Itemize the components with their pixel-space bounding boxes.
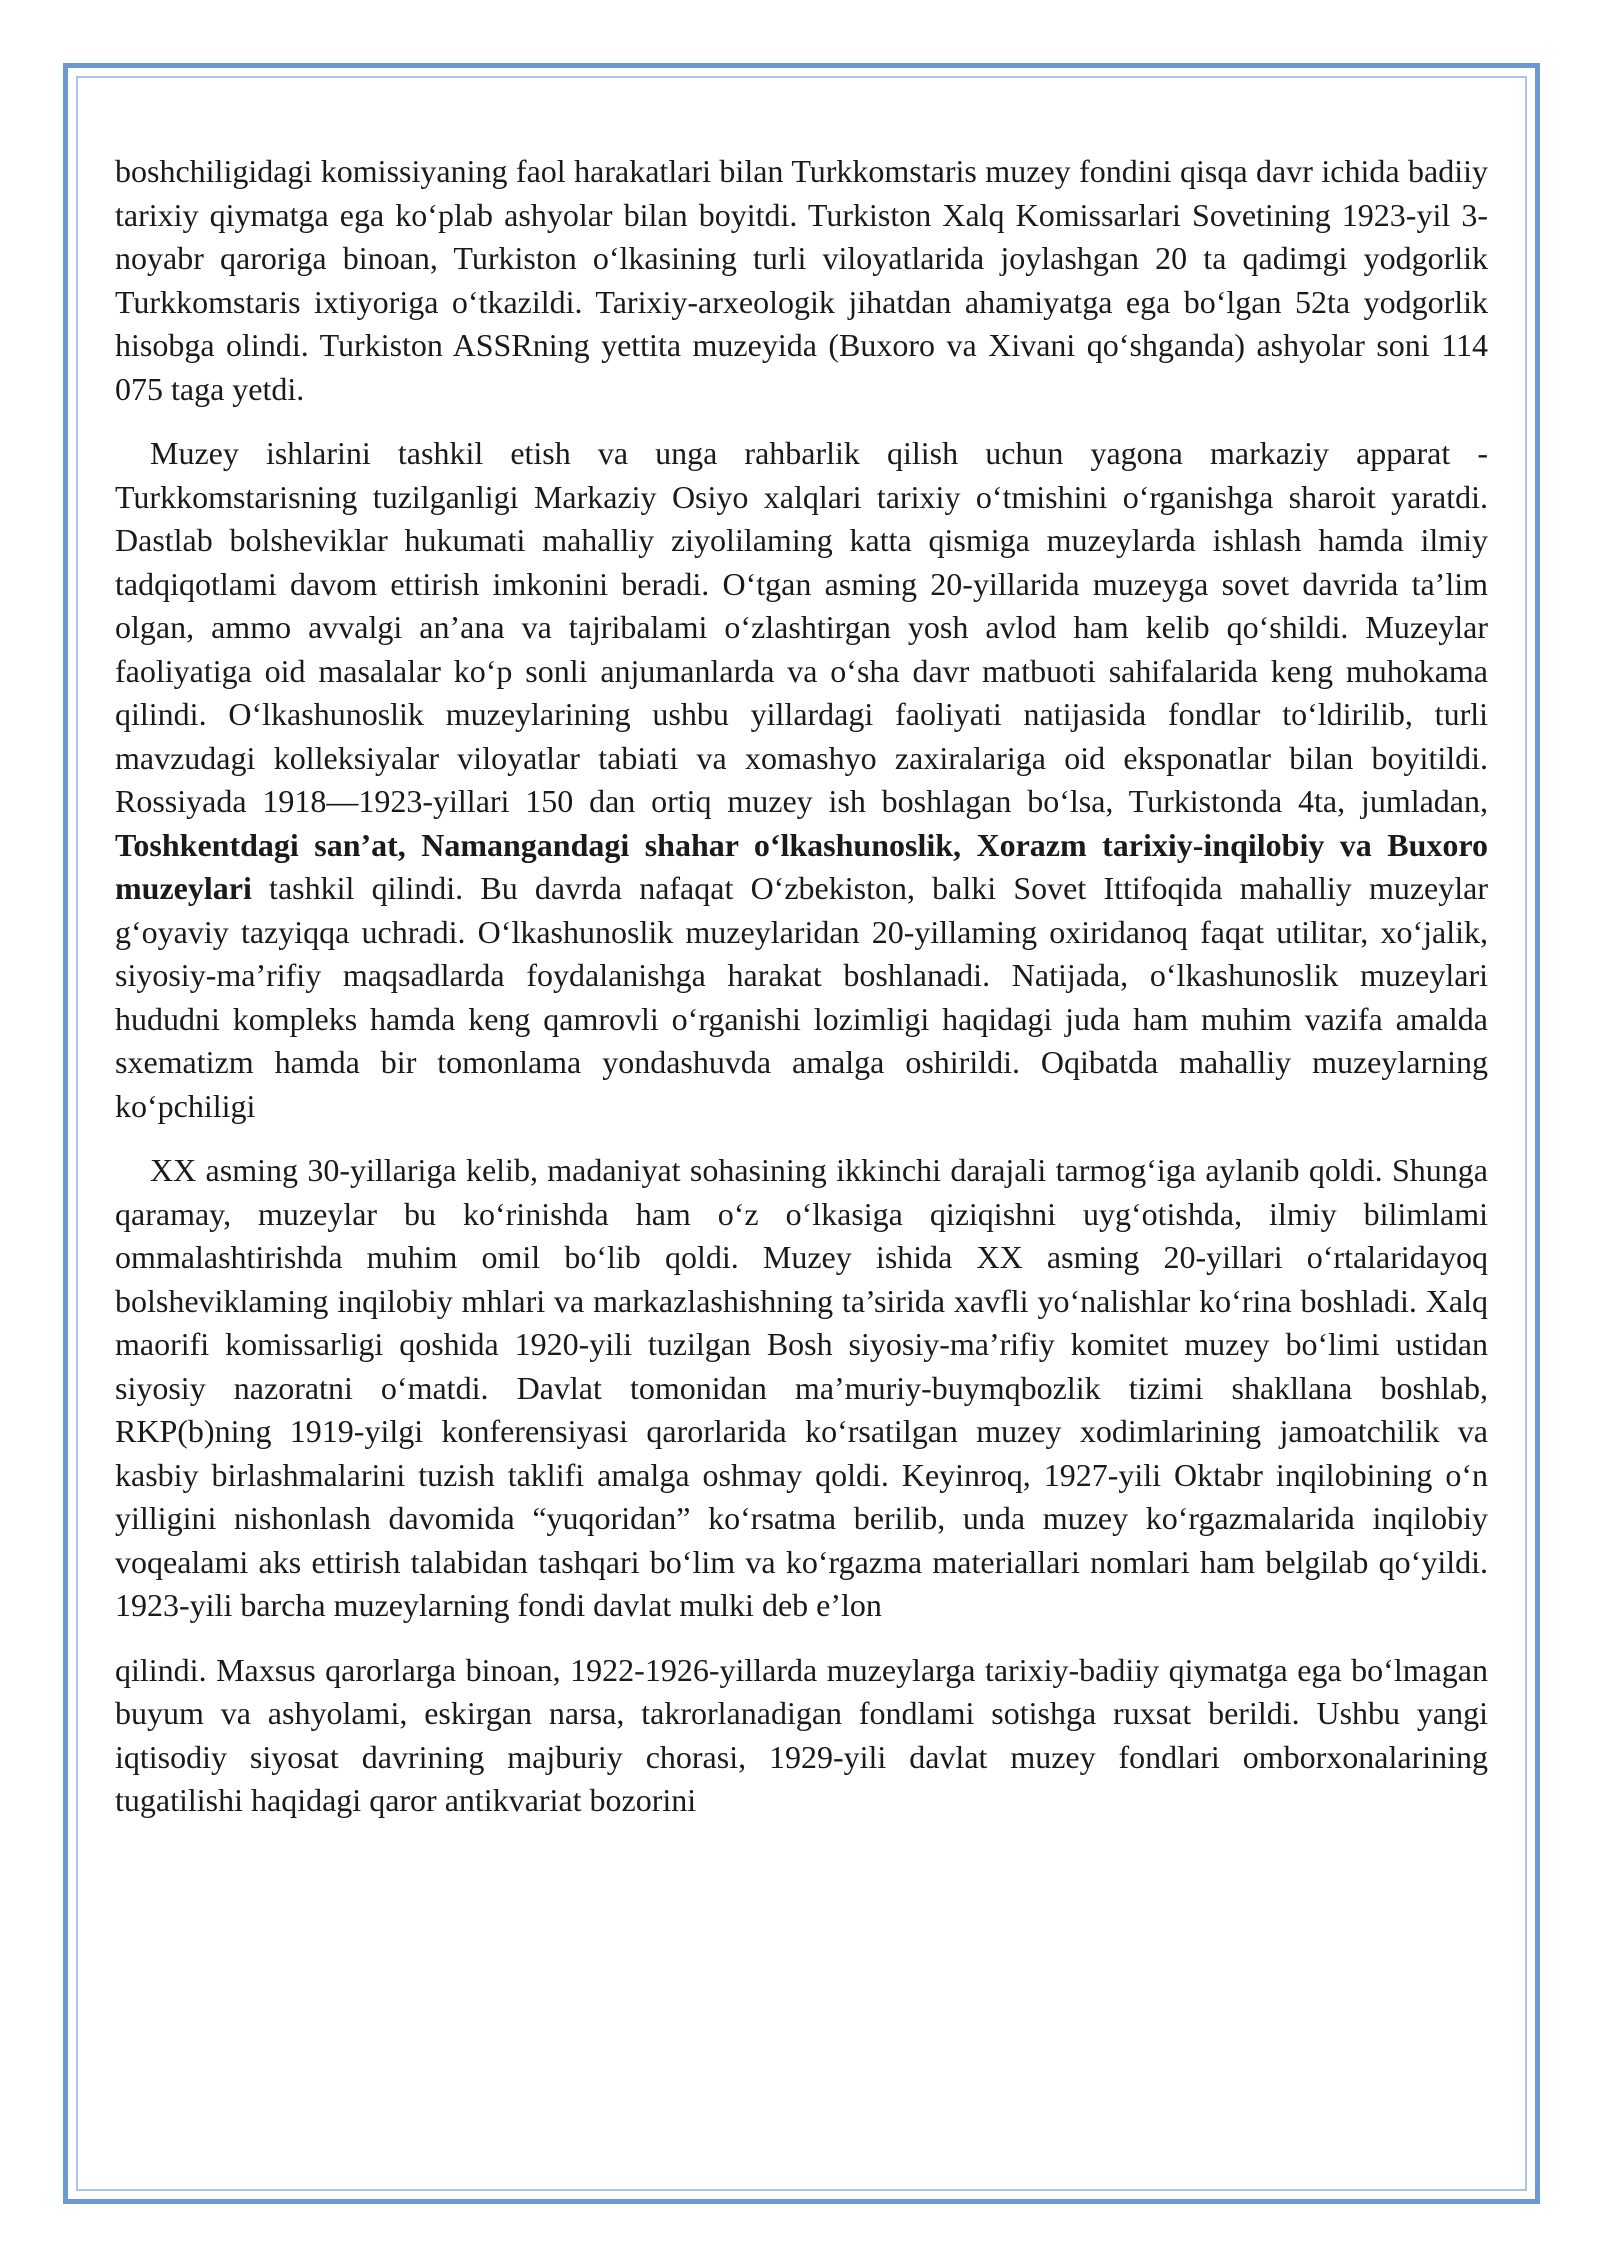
paragraph-2 <box>115 432 1488 1128</box>
paragraph-text: Muzey ishlarini tashkil etish va unga rahbarlik qilish uchun yagona markaziy apparat - Turkkomstarisning tuzilganligi Markaziy Osiyo xalqlari tarixiy o‘tmishini o‘rganishga sharoit yaratdi. Dastlab bolsheviklar hukumati mahalliy ziyolilaming katta qismiga muzeylarda ishlash hamda ilmiy tadqiqotlami davom ettirish imkonini beradi. O‘tgan asming 20-yillarida muzeyga sovet davrida ta’lim olgan, ammo avvalgi an’ana va tajribalami o‘zlashtirgan yosh avlod ham kelib qo‘shildi. Muzeylar faoliyatiga oid masalalar ko‘p sonli anjumanlarda va o‘sha davr matbuoti sahifalarida keng muhokama qilindi. O‘lkashunoslik muzeylarining ushbu yillardagi faoliyati natijasida fondlar to‘ldirilib, turli mavzudagi kolleksiyalar viloyatlar tabiati va xomashyo zaxiralariga oid eksponatlar bilan boyitildi. Rossiyada 1918—1923-yillari 150 dan ortiq muzey ish boshlagan bo‘lsa, Turkistonda 4ta, jumladan, <box>115 435 1488 819</box>
bold-museum-list: Toshkentdagi san’at, Namangandagi shahar o‘lkashunoslik, Xorazm tarixiy-inqilobiy va Buxoro muzeylari <box>115 826 1488 906</box>
paragraph-text: tashkil qilindi. Bu davrda nafaqat O‘zbekiston, balki Sovet Ittifoqida mahalliy muzeylar g‘oyaviy tazyiqqa uchradi. O‘lkashunoslik muzeylaridan 20-yillaming oxiridanoq faqat utilitar, xo‘jalik, siyosiy-ma’rifiy maqsadlarda foydalanishga harakat boshlanadi. Natijada, o‘lkashunoslik muzeylari hududni kompleks hamda keng qamrovli o‘rganishi lozimligi haqidagi juda ham muhim vazifa amalda sxematizm hamda bir tomonlama yondashuvda amalga oshirildi. Oqibatda mahalliy muzeylarning ko‘pchiligi <box>115 870 1488 1124</box>
paragraph-text: boshchiligidagi komissiyaning faol harakatlari bilan Turkkomstaris muzey fondini qisqa davr ichida badiiy tarixiy qiymatga ega ko‘plab ashyolar bilan boyitdi. Turkiston Xalq Komissarlari Sovetining 1923-yil 3-noyabr qaroriga binoan, Turkiston o‘lkasining turli viloyatlarida joylashgan 20 ta qadimgi yodgorlik Turkkomstaris ixtiyoriga o‘tkazildi. Tarixiy-arxeologik jihatdan ahamiyatga ega bo‘lgan 52ta yodgorlik hisobga olindi. Turkiston ASSRning yettita muzeyida (Buxoro va Xivani qo‘shganda) ashyolar soni 114 075 taga yetdi. <box>115 153 1488 407</box>
paragraph-text: qilindi. Maxsus qarorlarga binoan, 1922-1926-yillarda muzeylarga tarixiy-badiiy qiymatga ega bo‘lmagan buyum va ashyolami, eskirgan narsa, takrorlanadigan fondlami sotishga ruxsat berildi. Ushbu yangi iqtisodiy siyosat davrining majburiy chorasi, 1929-yili davlat muzey fondlari omborxonalarining tugatilishi haqidagi qaror antikvariat bozorini <box>115 1651 1488 1818</box>
document-body <box>115 150 1488 1844</box>
paragraph-text: XX asming 30-yillariga kelib, madaniyat sohasining ikkinchi darajali tarmog‘iga aylanib qoldi. Shunga qaramay, muzeylar bu ko‘rinishda ham o‘z o‘lkasiga qiziqishni uyg‘otishda, ilmiy bilimlami ommalashtirishda muhim omil bo‘lib qoldi. Muzey ishida XX asming 20-yillari o‘rtalaridayoq bolsheviklaming inqilobiy mhlari va markazlashishning ta’sirida xavfli yo‘nalishlar ko‘rina boshladi. Xalq maorifi komissarligi qoshida 1920-yili tuzilgan Bosh siyosiy-ma’rifiy komitet muzey bo‘limi ustidan siyosiy nazoratni o‘matdi. Davlat tomonidan ma’muriy-buymqbozlik tizimi shakllana boshlab, RKP(b)ning 1919-yilgi konferensiyasi qarorlarida ko‘rsatilgan muzey xodimlarining jamoatchilik va kasbiy birlashmalarini tuzish taklifi amalga oshmay qoldi. Keyinroq, 1927-yili Oktabr inqilobining o‘n yilligini nishonlash davomida “yuqoridan” ko‘rsatma berilib, unda muzey ko‘rgazmalarida inqilobiy voqealami aks ettirish talabidan tashqari bo‘lim va ko‘rgazma materiallari nomlari ham belgilab qo‘yildi. 1923-yili barcha muzeylarning fondi davlat mulki deb e’lon <box>115 1152 1488 1623</box>
paragraph-1 <box>115 150 1488 411</box>
paragraph-4 <box>115 1649 1488 1823</box>
paragraph-3 <box>115 1149 1488 1628</box>
